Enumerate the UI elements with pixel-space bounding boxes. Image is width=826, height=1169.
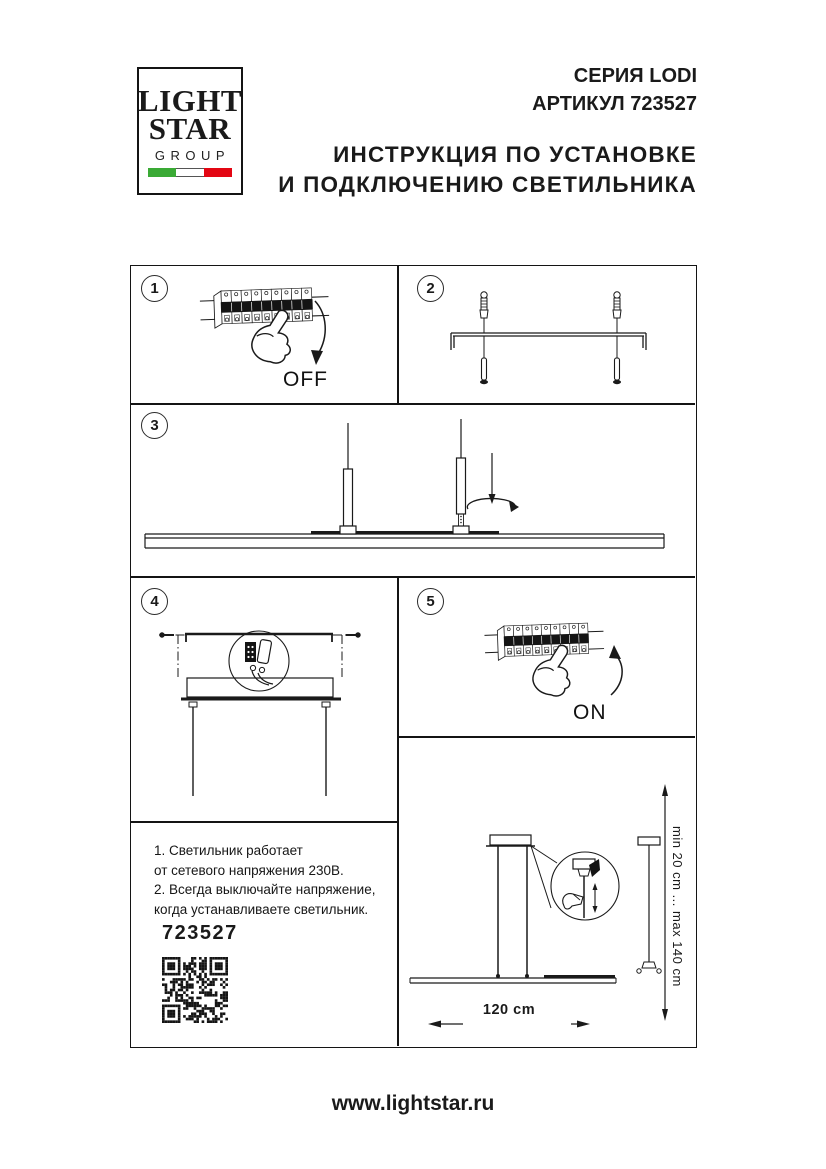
step-1-panel — [131, 266, 397, 403]
safety-notes — [154, 841, 375, 919]
note-line: когда устанавливаете светильник. — [154, 901, 369, 917]
suspension-cable-right — [453, 419, 469, 534]
fixture-suspension-diagram — [131, 405, 695, 576]
note-line: 1. Светильник работает — [154, 843, 303, 858]
step-4-badge: 4 — [141, 588, 168, 615]
logo-word-group: GROUP — [154, 148, 231, 163]
off-arrow-icon — [315, 301, 325, 354]
fixture-dimensions-diagram — [399, 738, 695, 1046]
step-3-panel — [131, 405, 695, 576]
screw-and-anchor-left — [480, 292, 488, 384]
instruction-title-line2: И ПОДКЛЮЧЕНИЮ СВЕТИЛЬНИКА — [278, 172, 697, 197]
pendant-fixture — [410, 835, 616, 983]
leader-line — [531, 846, 551, 908]
article-number: 723527 — [162, 922, 238, 944]
qr-code — [162, 957, 228, 1023]
screw-rotation-icon — [467, 453, 519, 512]
instruction-title — [278, 140, 697, 200]
height-range-label: min 20 cm ... max 140 cm — [670, 826, 685, 987]
side-screw-right — [346, 632, 361, 637]
canopy-box — [187, 678, 333, 697]
article-title: АРТИКУЛ 723527 — [532, 93, 697, 115]
width-label: 120 cm — [482, 1002, 536, 1018]
on-label: ON — [573, 701, 607, 724]
step-2-panel — [399, 266, 695, 403]
flag-red-segment — [204, 168, 232, 177]
off-label: OFF — [283, 368, 328, 391]
suspension-cable-left — [340, 423, 356, 534]
step-2-badge: 2 — [417, 275, 444, 302]
step-5-panel — [399, 578, 695, 736]
flag-white-segment — [176, 168, 204, 177]
fixture-bar — [145, 534, 664, 548]
step-5-badge: 5 — [417, 588, 444, 615]
italian-flag-bar — [148, 168, 232, 177]
screw-and-anchor-right — [613, 292, 621, 384]
dimensions-panel — [399, 738, 695, 1046]
step-3-badge: 3 — [141, 412, 168, 439]
note-line: от сетевого напряжения 230В. — [154, 862, 344, 878]
notes-panel — [131, 823, 397, 1046]
logo-word-star: STAR — [148, 111, 232, 146]
canopy-wiring-diagram — [131, 578, 397, 821]
width-dimension-arrows — [428, 1021, 590, 1028]
leader-line — [531, 846, 557, 863]
suspension-cables — [189, 702, 330, 796]
note-line: 2. Всегда выключайте напряжение, — [154, 882, 376, 897]
breaker-on-diagram — [399, 578, 695, 736]
side-screw-left — [159, 632, 174, 637]
instruction-grid — [130, 265, 697, 1048]
instruction-title-line1: ИНСТРУКЦИЯ ПО УСТАНОВКЕ — [333, 142, 697, 167]
step-1-badge: 1 — [141, 275, 168, 302]
cable-adjuster-detail-circle — [551, 852, 619, 920]
flag-green-segment — [148, 168, 176, 177]
single-cable-view — [637, 837, 661, 973]
logo-word-light: LIGHT — [137, 83, 243, 118]
step-4-panel — [131, 578, 397, 821]
document-header — [278, 62, 697, 200]
on-arrow-icon — [611, 654, 622, 695]
mounting-bracket-diagram — [399, 266, 695, 403]
height-dimension-arrow — [662, 784, 668, 1021]
website-url: www.lightstar.ru — [331, 1092, 495, 1115]
off-arrowhead-icon — [311, 350, 323, 365]
on-arrowhead-icon — [609, 645, 621, 659]
lightstar-logo — [137, 67, 243, 195]
series-title: СЕРИЯ LODI — [573, 65, 697, 87]
breaker-off-diagram — [131, 266, 397, 403]
